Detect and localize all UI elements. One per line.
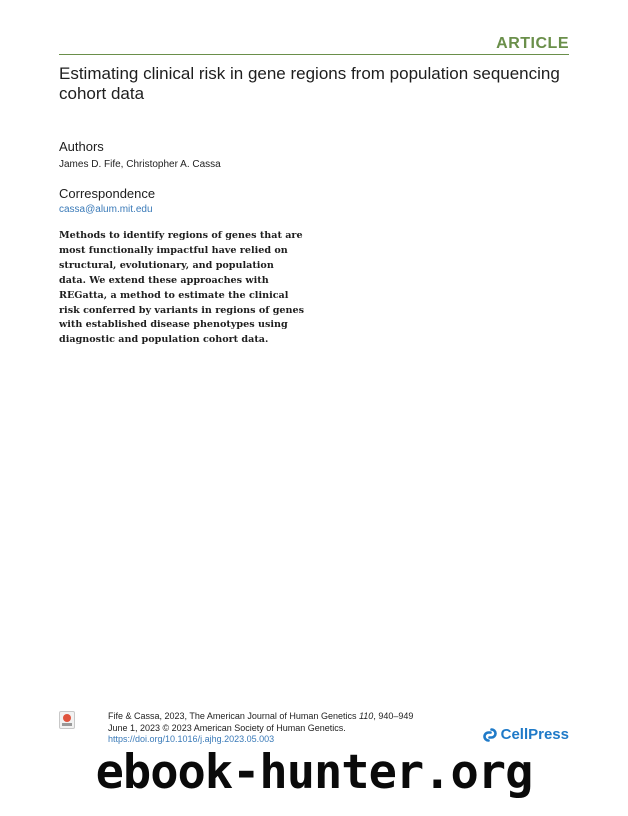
abstract-line: structural, evolutionary, and population (59, 259, 274, 271)
article-title (59, 64, 559, 104)
citation-pages: , 940–949 (373, 711, 414, 721)
abstract-line: risk conferred by variants in regions of genes (59, 304, 305, 316)
citation-volume: 110 (358, 711, 374, 721)
citation-block (108, 711, 413, 746)
abstract-line: with established disease phenotypes using (59, 319, 288, 331)
abstract-line: Methods to identify regions of genes that are (59, 230, 303, 241)
cellpress-mark-icon (482, 727, 498, 743)
title-line-1: Estimating clinical risk in gene regions from population sequencing (59, 64, 560, 83)
citation-prefix: Fife & Cassa, 2023, The American Journal of Human Genetics (108, 711, 359, 721)
correspondence-heading: Correspondence (59, 186, 156, 201)
abstract-line: data. We extend these approaches with (59, 274, 269, 286)
doi-link[interactable]: https://doi.org/10.1016/j.ajhg.2023.05.003 (108, 734, 275, 744)
correspondence-email-link[interactable]: cassa@alum.mit.edu (59, 204, 153, 215)
title-line-2: cohort data (59, 84, 145, 103)
authors-heading: Authors (59, 139, 104, 154)
citation-date-line: June 1, 2023 © 2023 American Society of Human Genetics. (108, 722, 346, 733)
check-for-updates-icon[interactable] (59, 711, 75, 729)
abstract-line: diagnostic and population cohort data. (59, 334, 269, 346)
abstract-line: REGatta, a method to estimate the clinical (59, 289, 289, 301)
author-names: James D. Fife, Christopher A. Cassa (59, 159, 221, 170)
watermark-text: ebook-hunter.org (95, 745, 533, 800)
header-rule (59, 54, 569, 55)
abstract-line: most functionally impactful have relied on (59, 244, 288, 256)
cellpress-wordmark: CellPress (500, 726, 569, 743)
abstract-summary (59, 229, 314, 348)
cellpress-logo[interactable] (482, 726, 569, 743)
article-type-label: ARTICLE (496, 35, 569, 52)
citation-line (108, 711, 413, 723)
